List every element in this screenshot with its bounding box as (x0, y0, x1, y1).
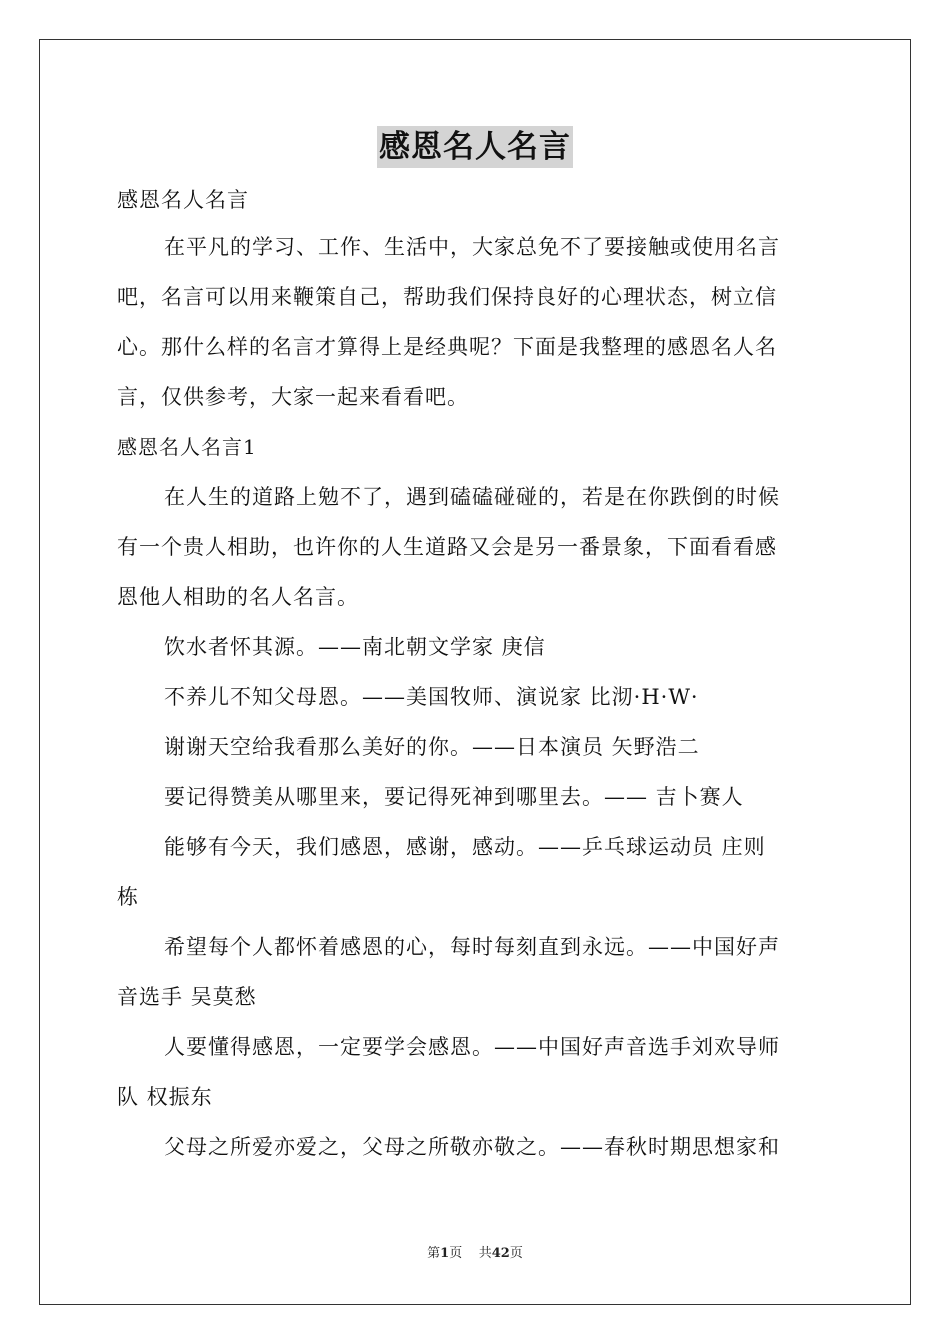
page-number: 1 (440, 1246, 450, 1261)
quote-line: 谢谢天空给我看那么美好的你。——日本演员 矢野浩二 (164, 735, 700, 759)
footer-total-prefix: 共 (478, 1246, 492, 1261)
page-footer (0, 1244, 950, 1264)
quote-line: 要记得赞美从哪里来，要记得死神到哪里去。—— 吉卜赛人 (164, 785, 744, 809)
total-pages: 42 (491, 1246, 510, 1261)
footer-prefix: 第 (427, 1246, 441, 1261)
document-body (117, 178, 835, 1172)
quote-line: 不养儿不知父母恩。——美国牧师、演说家 比沏·H·W· (164, 685, 699, 709)
paragraph-line: 在人生的道路上勉不了，遇到磕磕碰碰的，若是在你跌倒的时候 (164, 485, 780, 509)
footer-page-suffix: 页 (449, 1246, 463, 1261)
quote-line: 饮水者怀其源。——南北朝文学家 庚信 (164, 635, 546, 659)
paragraph-line: 言，仅供参考，大家一起来看看吧。 (117, 385, 469, 409)
title-container (0, 126, 950, 168)
section-heading: 感恩名人名言1 (117, 435, 257, 459)
paragraph-line: 在平凡的学习、工作、生活中，大家总免不了要接触或使用名言 (164, 235, 780, 259)
quote-line: 父母之所爱亦爱之，父母之所敬亦敬之。——春秋时期思想家和 (164, 1135, 780, 1159)
footer-total-suffix: 页 (509, 1246, 523, 1261)
quote-line: 人要懂得感恩，一定要学会感恩。——中国好声音选手刘欢导师 (164, 1035, 780, 1059)
paragraph-line: 有一个贵人相助，也许你的人生道路又会是另一番景象，下面看看感 (117, 535, 777, 559)
document-title: 感恩名人名言 (377, 126, 573, 168)
quote-line: 希望每个人都怀着感恩的心，每时每刻直到永远。——中国好声 (164, 935, 780, 959)
intro-heading: 感恩名人名言 (117, 188, 249, 212)
quote-line: 音选手 吴莫愁 (117, 985, 257, 1009)
quote-line: 栋 (117, 885, 139, 909)
paragraph-line: 吧，名言可以用来鞭策自己，帮助我们保持良好的心理状态，树立信 (117, 285, 777, 309)
paragraph-line: 心。那什么样的名言才算得上是经典呢？下面是我整理的感恩名人名 (117, 335, 777, 359)
paragraph-line: 恩他人相助的名人名言。 (117, 585, 359, 609)
quote-line: 队 权振东 (117, 1085, 213, 1109)
quote-line: 能够有今天，我们感恩，感谢，感动。——乒乓球运动员 庄则 (164, 835, 766, 859)
